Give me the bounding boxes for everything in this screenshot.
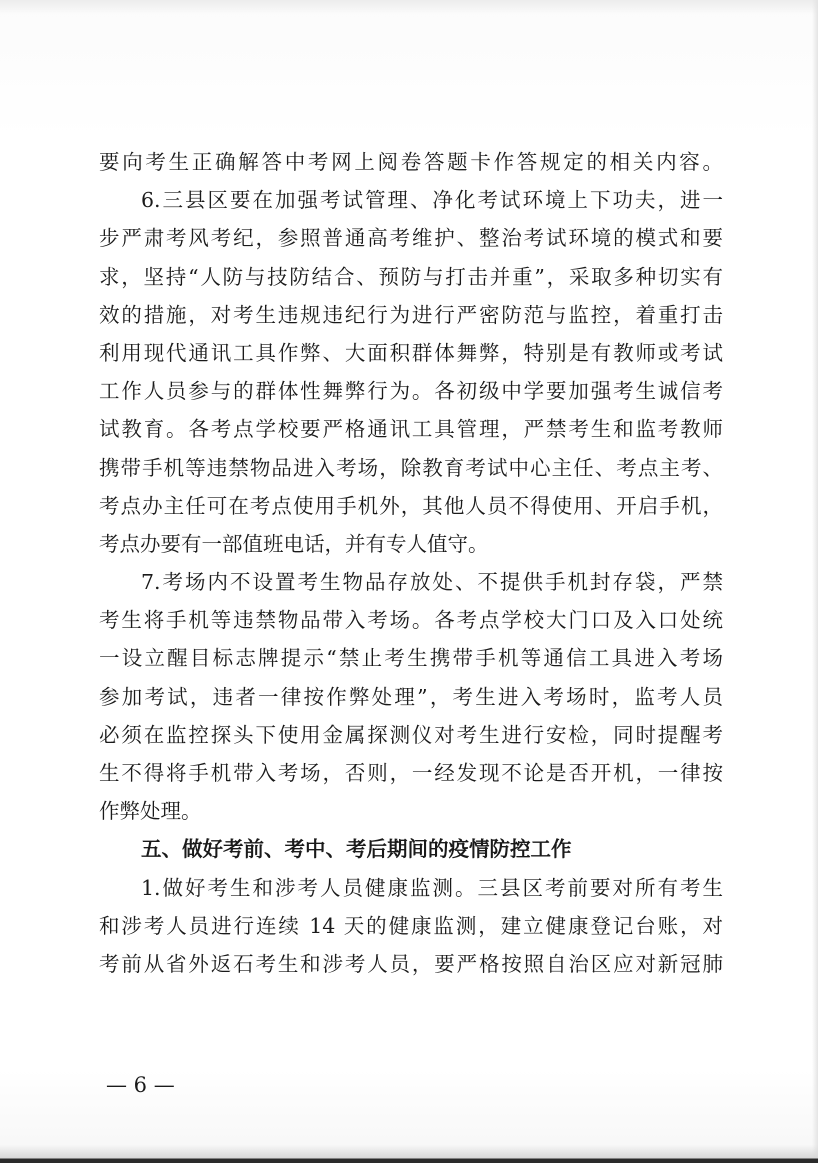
- paragraph-line: 1.做好考生和涉考人员健康监测。三县区考前要对所有考生: [141, 875, 723, 900]
- scan-shadow-right: [812, 0, 818, 1163]
- document-body: [99, 143, 723, 983]
- scan-shadow-top: [0, 0, 818, 14]
- page-number: — 6 —: [106, 1073, 175, 1097]
- paragraph-line: 作弊处理。: [99, 799, 202, 824]
- scan-shadow-bottom: [0, 1145, 818, 1163]
- paragraph-line: 携带手机等违禁物品进入考场，除教育考试中心主任、考点主考、: [99, 455, 723, 480]
- paragraph-line: 试教育。各考点学校要严格通讯工具管理，严禁考生和监考教师: [99, 417, 723, 442]
- paragraph-line: 利用现代通讯工具作弊、大面积群体舞弊，特别是有教师或考试: [99, 340, 723, 365]
- paragraph-line: 参加考试，违者一律按作弊处理”，考生进入考场时，监考人员: [99, 684, 723, 709]
- paragraph-line: 工作人员参与的群体性舞弊行为。各初级中学要加强考生诚信考: [99, 379, 723, 404]
- paragraph-line: 生不得将手机带入考场，否则，一经发现不论是否开机，一律按: [99, 761, 723, 785]
- paragraph-line: 效的措施，对考生违规违纪行为进行严密防范与监控，着重打击: [99, 302, 723, 327]
- paragraph-line: 考前从省外返石考生和涉考人员，要严格按照自治区应对新冠肺: [99, 951, 723, 976]
- paragraph-line: 7.考场内不设置考生物品存放处、不提供手机封存袋，严禁: [141, 570, 723, 595]
- paragraph-line: 考生将手机等违禁物品带入考场。各考点学校大门口及入口处统: [99, 608, 723, 633]
- paragraph-line: 必须在监控探头下使用金属探测仪对考生进行安检，同时提醒考: [99, 722, 723, 747]
- section-heading: 五、做好考前、考中、考后期间的疫情防控工作: [141, 837, 572, 862]
- paragraph-line: 求，坚持“人防与技防结合、预防与打击并重”，采取多种切实有: [99, 264, 723, 289]
- paragraph-line: 6.三县区要在加强考试管理、净化考试环境上下功夫，进一: [141, 188, 723, 213]
- paragraph-line: 步严肃考风考纪，参照普通高考维护、整治考试环境的模式和要: [99, 226, 723, 251]
- paragraph-line: 要向考生正确解答中考网上阅卷答题卡作答规定的相关内容。: [99, 150, 723, 174]
- paragraph-line: 考点办主任可在考点使用手机外，其他人员不得使用、开启手机，: [99, 493, 723, 518]
- paragraph-line: 和涉考人员进行连续 14 天的健康监测，建立健康登记台账，对: [99, 913, 723, 938]
- paragraph-line: 一设立醒目标志牌提示“禁止考生携带手机等通信工具进入考场: [99, 646, 723, 671]
- paragraph-line: 考点办要有一部值班电话，并有专人值守。: [99, 531, 489, 556]
